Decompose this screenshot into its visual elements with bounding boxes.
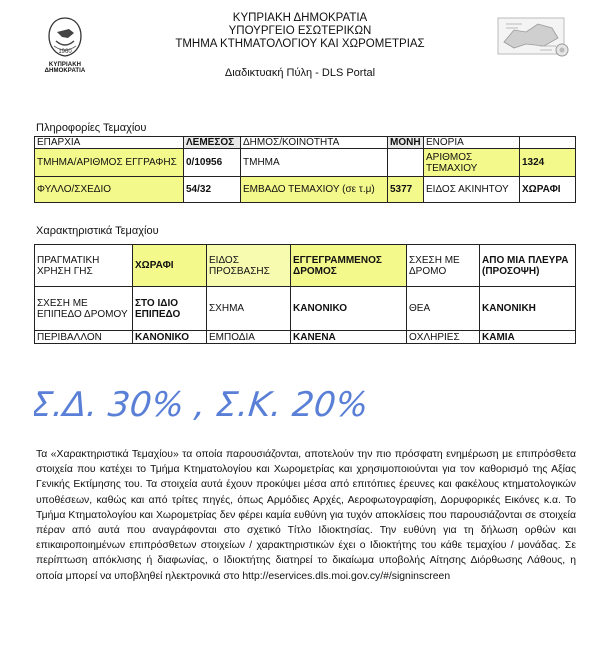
- emvado-label: ΕΜΒΑΔΟ ΤΕΜΑΧΙΟΥ (σε τ.μ): [241, 177, 388, 203]
- nuisances-value: ΚΑΜΙΑ: [480, 331, 576, 344]
- table-row: [35, 137, 576, 149]
- road-level-label: ΣΧΕΣΗ ΜΕ ΕΠΙΠΕΔΟ ΔΡΟΜΟΥ: [35, 287, 133, 331]
- road-relation-value: ΑΠΟ ΜΙΑ ΠΛΕΥΡΑ (ΠΡΟΣΟΨΗ): [480, 245, 576, 287]
- parcel-info-title: Πληροφορίες Τεμαχίου: [36, 122, 147, 134]
- arithmos-temaxiou-value: 1324: [520, 149, 576, 177]
- table-row: [35, 331, 576, 344]
- svg-text:1960: 1960: [58, 49, 72, 55]
- table-row: [35, 177, 576, 203]
- handwritten-text: Σ.Δ. 30% , Σ.Κ. 20%: [34, 385, 371, 425]
- environment-label: ΠΕΡΙΒΑΛΛΟΝ: [35, 331, 133, 344]
- characteristics-title: Χαρακτηριστικά Τεμαχίου: [36, 225, 159, 237]
- portal-title: Διαδικτυακή Πύλη - DLS Portal: [224, 67, 376, 79]
- tmima-arithmos-value: 0/10956: [184, 149, 241, 177]
- table-row: [35, 287, 576, 331]
- land-use-label: ΠΡΑΓΜΑΤΙΚΗ ΧΡΗΣΗ ΓΗΣ: [35, 245, 133, 287]
- eparchia-label: ΕΠΑΡΧΙΑ: [35, 137, 184, 149]
- header-line-ministry: ΥΠΟΥΡΓΕΙΟ ΕΣΩΤΕΡΙΚΩΝ: [228, 25, 372, 37]
- dimos-value: ΜΟΝΗ: [388, 137, 424, 149]
- enoria-label: ΕΝΟΡΙΑ: [424, 137, 520, 149]
- header-line-republic: ΚΥΠΡΙΑΚΗ ΔΗΜΟΚΡΑΤΙΑ: [232, 12, 368, 24]
- map-stamp-icon: [496, 16, 572, 65]
- land-use-value: ΧΩΡΑΦΙ: [133, 245, 207, 287]
- emvado-value: 5377: [388, 177, 424, 203]
- fyllo-value: 54/32: [184, 177, 241, 203]
- shape-label: ΣΧΗΜΑ: [207, 287, 291, 331]
- road-relation-label: ΣΧΕΣΗ ΜΕ ΔΡΟΜΟ: [407, 245, 480, 287]
- eidos-value: ΧΩΡΑΦΙ: [520, 177, 576, 203]
- arithmos-temaxiou-label: ΑΡΙΘΜΟΣ ΤΕΜΑΧΙΟΥ: [424, 149, 520, 177]
- parcel-info-table: [34, 136, 576, 203]
- dimos-label: ΔΗΜΟΣ/ΚΟΙΝΟΤΗΤΑ: [241, 137, 388, 149]
- tmima-label: ΤΜΗΜΑ: [241, 149, 388, 177]
- road-level-value: ΣΤΟ ΙΔΙΟ ΕΠΙΠΕΔΟ: [133, 287, 207, 331]
- header-line-department: ΤΜΗΜΑ ΚΤΗΜΑΤΟΛΟΓΙΟΥ ΚΑΙ ΧΩΡΟΜΕΤΡΙΑΣ: [175, 38, 425, 50]
- eidos-label: ΕΙΔΟΣ ΑΚΙΝΗΤΟΥ: [424, 177, 520, 203]
- handwritten-note: [34, 378, 454, 433]
- enoria-value: [520, 137, 576, 149]
- view-label: ΘΕΑ: [407, 287, 480, 331]
- cyprus-emblem-logo: [30, 14, 100, 74]
- cyprus-emblem-icon: [42, 14, 88, 60]
- environment-value: ΚΑΝΟΝΙΚΟ: [133, 331, 207, 344]
- access-type-label: ΕΙΔΟΣ ΠΡΟΣΒΑΣΗΣ: [207, 245, 291, 287]
- table-row: [35, 245, 576, 287]
- fyllo-label: ΦΥΛΛΟ/ΣΧΕΔΙΟ: [35, 177, 184, 203]
- obstacles-value: ΚΑΝΕΝΑ: [291, 331, 407, 344]
- characteristics-table: [34, 244, 576, 344]
- access-type-value: ΕΓΓΕΓΡΑΜΜΕΝΟΣ ΔΡΟΜΟΣ: [291, 245, 407, 287]
- tmima-value: [388, 149, 424, 177]
- tmima-arithmos-label: ΤΜΗΜΑ/ΑΡΙΘΜΟΣ ΕΓΓΡΑΦΗΣ: [35, 149, 184, 177]
- logo-caption: ΚΥΠΡΙΑΚΗ ΔΗΜΟΚΡΑΤΙΑ: [44, 62, 86, 74]
- table-row: [35, 149, 576, 177]
- nuisances-label: ΟΧΛΗΡΙΕΣ: [407, 331, 480, 344]
- disclaimer-paragraph: Τα «Χαρακτηριστικά Τεμαχίου» τα οποία παρουσιάζονται, αποτελούν την πιο πρόσφατη ενημέρωση με επιπρόσθετα στοιχεία που κατέχει το Τμήμα Κτηματολογίου και Χωρομετρίας και χρησιμοποιούνται για τον καθορισμό της Αξίας Γενικής Εκτίμησης του. Τα στοιχεία αυτά έχουν προκύψει μέσα από επιτόπιες έρευνες και φακέλους κτηματολογικών υποθέσεων, καθώς και από τρίτες πηγές, όπως Αρμόδιες Αρχές, Αεροφωτογραφίση, Δορυφορικές Εικόνες κ.α. Το Τμήμα Κτηματολογίου και Χωρομετρίας δεν φέρει καμία ευθύνη για τυχόν αποκλίσεις που παρουσιάζονται σε στοιχεία πέραν από αυτά που αναγράφονται στο σχετικό Τίτλο Ιδιοκτησίας. Την ευθύνη για τη δήλωση ορθών και επικαιροποιημένων επιπρόσθετων στοιχείων / χαρακτηριστικών έχει ο Ιδιοκτήτης του κάθε τεμαχίου / μονάδας. Σε περίπτωση απόκλισης ή διαφωνίας, ο Ιδιοκτήτης διατηρεί το δικαίωμα υποβολής Αίτησης Διόρθωσης Λάθους, η οποία μπορεί να υποβληθεί ηλεκτρονικά στο http://eservices.dls.moi.gov.cy/#/signinscreen: [36, 449, 576, 582]
- shape-value: ΚΑΝΟΝΙΚΟ: [291, 287, 407, 331]
- view-value: ΚΑΝΟΝΙΚΗ: [480, 287, 576, 331]
- obstacles-label: ΕΜΠΟΔΙΑ: [207, 331, 291, 344]
- eparchia-value: ΛΕΜΕΣΟΣ: [184, 137, 241, 149]
